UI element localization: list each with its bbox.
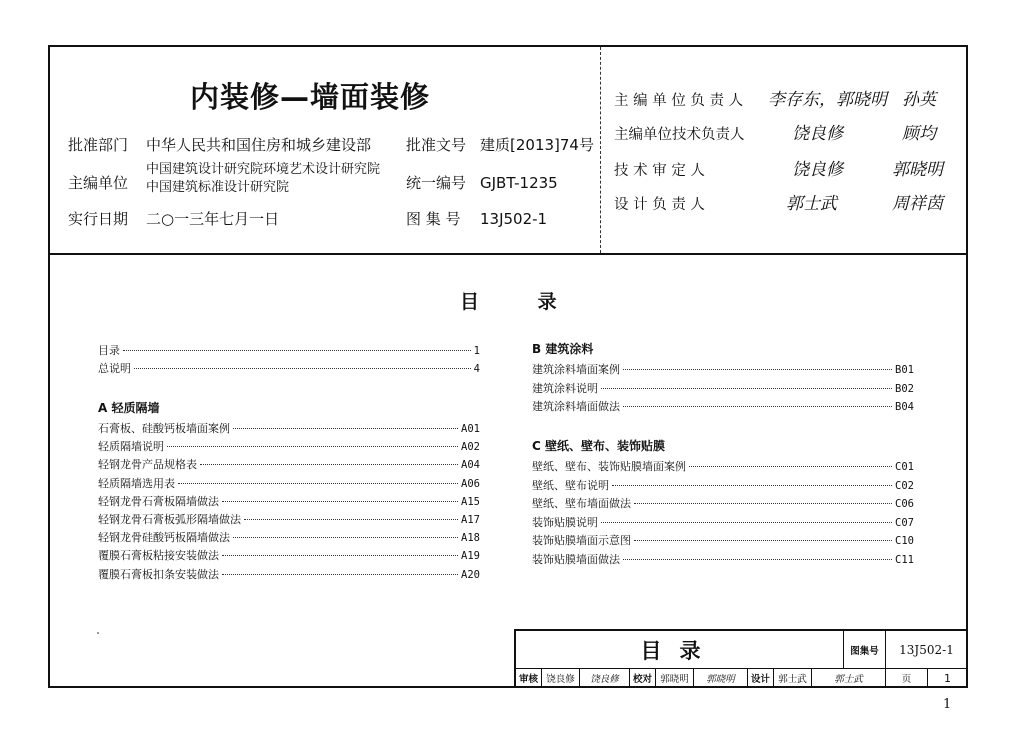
signature: 郭晓明 [892,160,943,180]
toc-entry-page: C02 [895,479,914,492]
effective-date: 二○一三年七月一日 [146,210,280,228]
toc-section-a-entry[interactable] [98,511,480,527]
toc-leader-dots [612,485,892,486]
checker-signature: 郭晓明 [694,669,748,688]
toc-leader-dots [233,428,458,429]
toc-title-char: 目 [460,291,480,313]
toc-entry-page: A18 [461,532,480,545]
toc-section-c-entry[interactable] [532,495,914,511]
toc-section-c-entry[interactable] [532,551,914,567]
toc-leader-dots [178,483,458,484]
role-design-lead: 设 计 负 责 人 [614,197,705,213]
toc-leader-dots [634,540,892,541]
signature: 郭士武 [786,194,837,214]
toc-section-c-entry[interactable] [532,477,914,493]
review-label: 审核 [516,669,542,688]
header-vertical-divider [600,47,601,253]
toc-entry-page: A01 [461,423,480,435]
toc-entry-text: 壁纸、壁布、装饰贴膜墙面案例 [532,460,686,473]
atlas-no: 13J502-1 [480,210,548,228]
toc-section-a-entry[interactable] [98,566,480,582]
toc-entry-text: 壁纸、壁布说明 [532,478,609,492]
approval-dept: 中华人民共和国住房和城乡建设部 [146,136,372,154]
toc-leader-dots [689,466,892,467]
toc-entry-text: 建筑涂料墙面案例 [532,363,620,376]
toc-general-entry[interactable] [98,342,480,358]
toc-entry-text: 轻质隔墙说明 [98,440,164,454]
title-block-atlas-no: 13J502-1 [886,631,968,669]
toc-general-entry[interactable] [98,360,480,376]
header-divider [50,253,966,255]
toc-leader-dots [601,522,892,523]
toc-leader-dots [244,519,458,520]
toc-section-a-entry[interactable] [98,420,480,436]
toc-section-c-entry[interactable] [532,514,914,530]
toc-leader-dots [222,555,458,556]
toc-entry-page: A20 [461,568,480,581]
toc-entry-text: 石膏板、硅酸钙板墙面案例 [98,422,230,435]
toc-entry-text: 轻质隔墙选用表 [98,476,175,490]
approval-doc-label: 批准文号 [406,136,467,154]
toc-entry-text: 装饰贴膜墙面示意图 [532,534,631,547]
effective-label: 实行日期 [68,210,129,228]
toc-entry-text: 建筑涂料说明 [532,381,598,395]
toc-entry-page: 1 [473,345,480,357]
toc-entry-text: 建筑涂料墙面做法 [532,400,620,413]
scan-speck [97,632,99,634]
signature: 李存东，郭晓明 [768,90,887,110]
toc-section-a-entry[interactable] [98,493,480,509]
toc-entry-text: 总说明 [98,362,131,375]
toc-section-c-entry[interactable] [532,532,914,548]
toc-leader-dots [233,537,458,538]
toc-entry-text: 覆膜石膏板粘接安装做法 [98,549,219,563]
page-number: 1 [943,697,952,712]
drawing-frame [48,45,968,688]
designer-name: 郭士武 [774,669,812,688]
toc-leader-dots [222,501,458,502]
toc-entry-text: 覆膜石膏板扣条安装做法 [98,567,219,581]
toc-section-a-entry[interactable] [98,529,480,545]
toc-entry-page: 4 [473,363,480,375]
role-technical-reviewer: 技 术 审 定 人 [614,163,705,179]
signature: 顾均 [902,124,936,144]
check-label: 校对 [630,669,656,688]
toc-leader-dots [222,574,458,575]
toc-section-a-entry[interactable] [98,438,480,454]
atlas-title: 内装修—墙面装修 [190,80,431,114]
toc-section-b-entry[interactable] [532,398,914,414]
toc-entry-text: 轻钢龙骨石膏板隔墙做法 [98,494,219,508]
signature: 孙英 [902,90,936,110]
unified-no: GJBT-1235 [480,174,558,192]
toc-section-b-entry[interactable] [532,361,914,377]
approval-dept-label: 批准部门 [68,136,129,154]
toc-entry-text: 轻钢龙骨硅酸钙板隔墙做法 [98,531,230,545]
signature: 周祥茵 [892,194,943,214]
toc-entry-page: B02 [895,382,914,395]
editor-line-1: 中国建筑设计研究院环境艺术设计研究院 [146,162,381,177]
reviewer-name: 饶良修 [542,669,580,688]
toc-section-a-entry[interactable] [98,547,480,563]
role-chief-tech-head: 主编单位技术负责人 [614,127,745,143]
toc-leader-dots [623,559,892,560]
title-block-atlas-label: 图集号 [844,631,886,669]
checker-name: 郭晓明 [656,669,694,688]
toc-leader-dots [200,464,458,465]
toc-section-a-entry[interactable] [98,475,480,491]
designer-signature: 郭士武 [812,669,886,688]
toc-entry-page: A17 [461,514,480,526]
toc-entry-text: 目录 [98,344,120,357]
toc-entry-page: C07 [895,516,914,529]
page-no: 1 [928,669,968,688]
signature: 饶良修 [792,160,843,180]
title-block [514,629,968,688]
toc-leader-dots [134,368,471,369]
unified-no-label: 统一编号 [406,174,467,192]
section-c-heading: C 壁纸、壁布、装饰贴膜 [532,439,665,453]
atlas-no-label: 图 集 号 [406,210,461,228]
toc-leader-dots [601,388,892,389]
toc-entry-page: A19 [461,550,480,563]
toc-title [460,287,557,314]
role-chief-unit-head: 主 编 单 位 负 责 人 [614,93,744,109]
reviewer-signature: 饶良修 [580,669,630,688]
toc-section-a-entry[interactable] [98,456,480,472]
toc-leader-dots [634,503,892,504]
toc-entry-text: 轻钢龙骨产品规格表 [98,458,197,472]
page-label: 页 [886,669,928,688]
section-b-heading: B 建筑涂料 [532,342,594,356]
toc-section-b-entry[interactable] [532,380,914,396]
toc-leader-dots [623,406,892,407]
toc-entry-text: 壁纸、壁布墙面做法 [532,497,631,510]
toc-entry-page: A06 [461,477,480,490]
toc-leader-dots [123,350,471,351]
toc-entry-page: A15 [461,495,480,508]
toc-entry-page: C06 [895,498,914,510]
toc-entry-page: B04 [895,401,914,413]
toc-entry-page: A04 [461,459,480,472]
toc-entry-page: C11 [895,553,914,566]
editor-label: 主编单位 [68,174,129,192]
toc-entry-page: A02 [461,441,480,454]
title-block-title: 目录 [516,631,844,669]
toc-entry-page: C01 [895,461,914,473]
toc-entry-text: 装饰贴膜墙面做法 [532,552,620,566]
toc-entry-text: 轻钢龙骨石膏板弧形隔墙做法 [98,513,241,526]
toc-entry-page: B01 [895,364,914,376]
toc-entry-text: 装饰贴膜说明 [532,515,598,529]
editor-line-2: 中国建筑标准设计研究院 [146,180,290,195]
design-label: 设计 [748,669,774,688]
toc-title-char: 录 [537,291,557,313]
section-a-heading: A 轻质隔墙 [98,401,160,415]
signature: 饶良修 [792,124,843,144]
toc-section-c-entry[interactable] [532,458,914,474]
toc-leader-dots [167,446,458,447]
approval-doc: 建质[2013]74号 [480,136,594,154]
toc-entry-page: C10 [895,535,914,547]
toc-leader-dots [623,369,892,370]
